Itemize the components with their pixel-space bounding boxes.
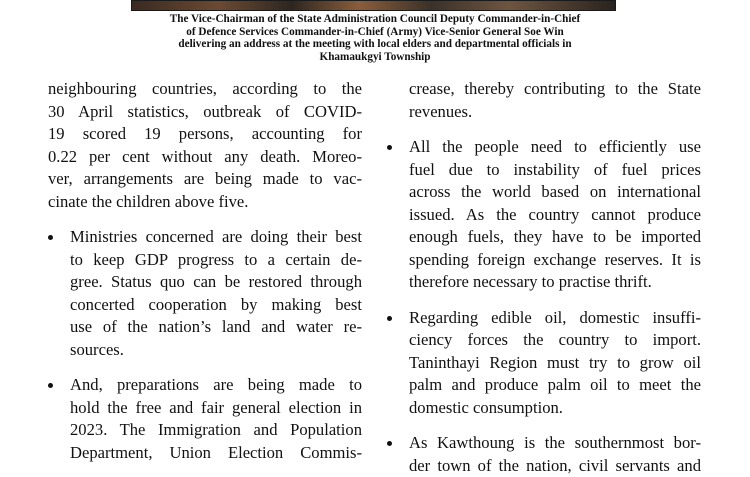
bullet-item [387,136,701,294]
text-line: sources. [70,339,362,362]
right-continuation-paragraph [387,78,701,123]
bullet-dot-icon [48,383,53,388]
left-column [48,78,362,464]
text-line: across the world based on international [409,181,701,204]
text-line: 30 April statistics, outbreak of COVID- [48,101,362,124]
text-line: revenues. [409,101,701,124]
text-line: Taninthayi Region must try to grow oil [409,352,701,375]
text-line: As Kawthoung is the southernmost bor- [409,432,701,455]
caption-line: of Defence Services Commander-in-Chief (Army) Vice-Senior General Soe Win [100,26,650,39]
text-line: ver, arrangements are being made to vac- [48,168,362,191]
bullet-item [387,307,701,420]
text-line: domestic consumption. [409,397,701,420]
text-line: der town of the nation, civil servants and [409,455,701,477]
bullet-dot-icon [387,316,392,321]
text-line: All the people need to efficiently use [409,136,701,159]
text-line: issued. As the country cannot produce [409,204,701,227]
text-line: crease, thereby contributing to the State [409,78,701,101]
text-line: cinate the children above five. [48,191,362,214]
text-line: 2023. The Immigration and Population [70,419,362,442]
text-line: fuel due to instability of fuel prices [409,159,701,182]
bullet-dot-icon [387,441,392,446]
text-line: concerted cooperation by making best [70,294,362,317]
bullet-item [48,374,362,464]
text-line: use of the nation’s land and water re- [70,316,362,339]
text-line: Regarding edible oil, domestic insuffi- [409,307,701,330]
text-line: spending foreign exchange reserves. It is [409,249,701,272]
text-line: 0.22 per cent without any death. Moreo- [48,146,362,169]
photo-caption [100,13,650,63]
bullet-item [48,226,362,361]
text-line: Department, Union Election Commis- [70,442,362,465]
caption-line: The Vice-Chairman of the State Administration Council Deputy Commander-in-Chief [100,13,650,26]
text-line: to keep GDP progress to a certain de- [70,249,362,272]
text-line: Ministries concerned are doing their best [70,226,362,249]
right-column [387,78,701,477]
article-photo [131,0,616,11]
text-line: And, preparations are being made to [70,374,362,397]
bullet-dot-icon [387,145,392,150]
bullet-dot-icon [48,235,53,240]
text-line: 19 scored 19 persons, accounting for [48,123,362,146]
caption-line: delivering an address at the meeting with local elders and departmental officials in [100,38,650,51]
caption-line: Khamaukgyi Township [100,51,650,64]
text-line: ciency forces the country to import. [409,329,701,352]
bullet-item [387,432,701,477]
text-line: enough fuels, they have to be imported [409,226,701,249]
text-line: therefore necessary to practise thrift. [409,271,701,294]
text-line: hold the free and fair general election in [70,397,362,420]
text-line: neighbouring countries, according to the [48,78,362,101]
text-line: gree. Status quo can be restored through [70,271,362,294]
left-continuation-paragraph [48,78,362,213]
text-line: palm and produce palm oil to meet the [409,374,701,397]
